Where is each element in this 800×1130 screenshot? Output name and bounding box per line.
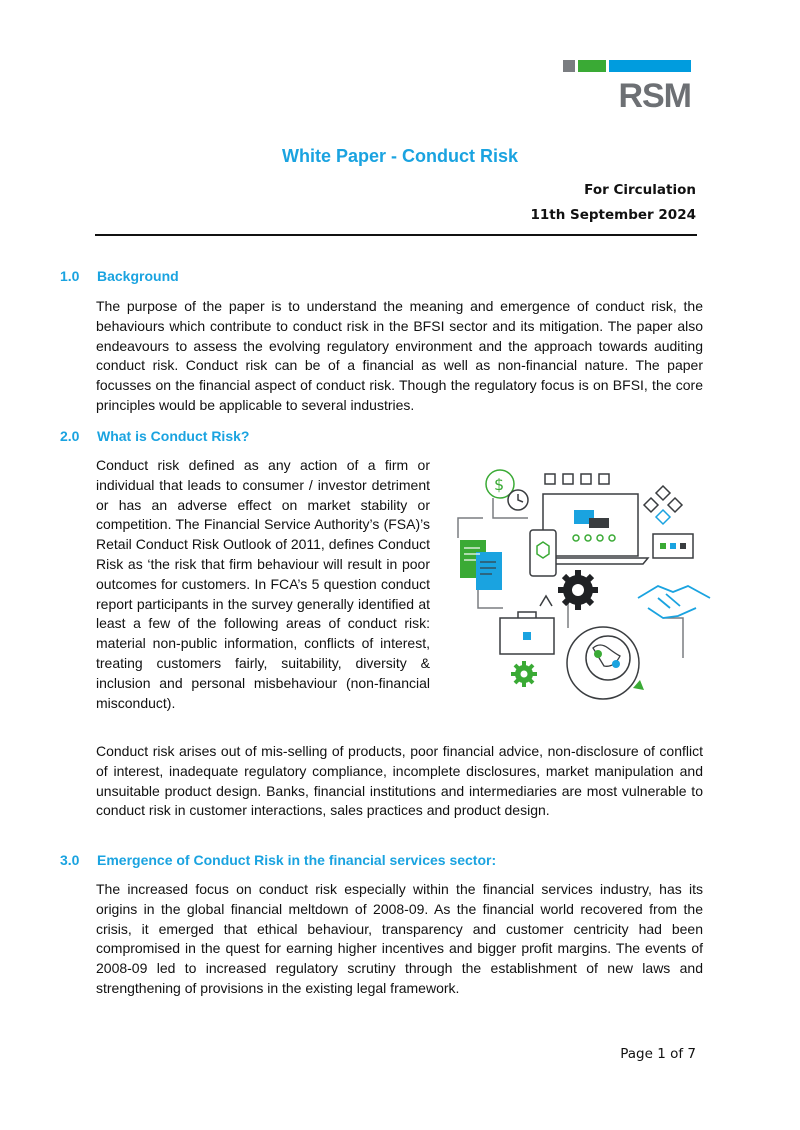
phone-icon — [530, 530, 556, 576]
logo-bars — [563, 60, 691, 72]
chat-icon — [653, 534, 693, 558]
document-date: 11th September 2024 — [530, 207, 696, 223]
document-title: White Paper - Conduct Risk — [281, 146, 519, 166]
section-title: What is Conduct Risk? — [97, 428, 250, 444]
logo-bar-blue — [609, 60, 691, 72]
section-number: 2.0 — [60, 428, 80, 444]
network-icon — [644, 486, 682, 524]
connector-line — [458, 518, 483, 538]
checkbox-icons — [545, 474, 609, 484]
circulation-label: For Circulation — [584, 182, 696, 198]
definition-paragraph: Conduct risk defined as any action of a firm or individual that leads to consumer / investor detriment or has an adverse effect on market stability or competition. The Financial Service Authority’s (FSA)’s Retail Conduct Risk Outlook of 2011, defines Conduct Risk as ‘the risk that firm behaviour will result in poor outcomes for customers. In FCA’s 5 question conduct report participants in the survey generally identified at least a few of the following areas of conduct risk: material non-public information, conflicts of interest, treating customers fairly, suitability, diversity & inclusion and personal misbehaviour (non-financial misconduct). — [96, 457, 430, 711]
section-heading-what-is-conduct-risk — [60, 428, 249, 444]
section-title: Emergence of Conduct Risk in the financial services sector: — [97, 852, 497, 868]
briefcase-icon — [500, 596, 554, 654]
page-number: Page 1 of 7 — [620, 1046, 696, 1062]
rsm-logo — [563, 60, 691, 116]
header-divider — [95, 234, 697, 236]
conduct-risk-illustration — [448, 458, 718, 708]
svg-text:$: $ — [494, 475, 505, 494]
clock-icon — [508, 490, 528, 510]
logo-bar-green — [578, 60, 606, 72]
section-title: Background — [97, 268, 179, 284]
section-heading-background — [60, 268, 179, 284]
emergence-paragraph: The increased focus on conduct risk especially within the financial services industry, has its origins in the global financial meltdown of 2008-09. As the financial world recovered from the crisis, it emerged that ethical behaviour, transparency and customer centricity had been compromised in the quest for earning higher incentives and bigger profit margins. The events of 2008-09 led to increased regulatory scrutiny through the establishment of new laws and strengthening of provisions in the existing legal framework. — [96, 881, 703, 996]
section-number: 3.0 — [60, 852, 80, 868]
gear-icon — [558, 570, 598, 610]
conduct-risk-causes-paragraph: Conduct risk arises out of mis-selling of products, poor financial advice, non-disclosure of conflict of interest, inadequate regulatory compliance, incomplete disclosures, market manipulation and unsuitable product design. Banks, financial institutions and intermediaries are most vulnerable to conduct risk in customer interactions, sales practices and product design. — [96, 743, 703, 819]
globe-icon — [567, 627, 644, 699]
background-paragraph: The purpose of the paper is to understand the meaning and emergence of conduct risk, the behaviours which contribute to conduct risk in the BFSI sector and its mitigation. The paper also endeavours to assess the evolving regulatory environment and the approach towards auditing conduct risk. Conduct risk can be of a financial as well as non-financial nature. The paper focusses on the financial aspect of conduct risk. Though the regulatory focus is on BFSI, the core principles would be applicable to several industries. — [96, 298, 703, 413]
section-heading-emergence — [60, 852, 496, 868]
logo-wordmark: RSM — [618, 77, 691, 115]
connector-line — [663, 618, 683, 658]
small-gear-icon — [511, 661, 537, 687]
document-icon — [460, 540, 502, 590]
logo-bar-grey — [563, 60, 575, 72]
section-number: 1.0 — [60, 268, 80, 284]
handshake-icon — [638, 586, 710, 618]
